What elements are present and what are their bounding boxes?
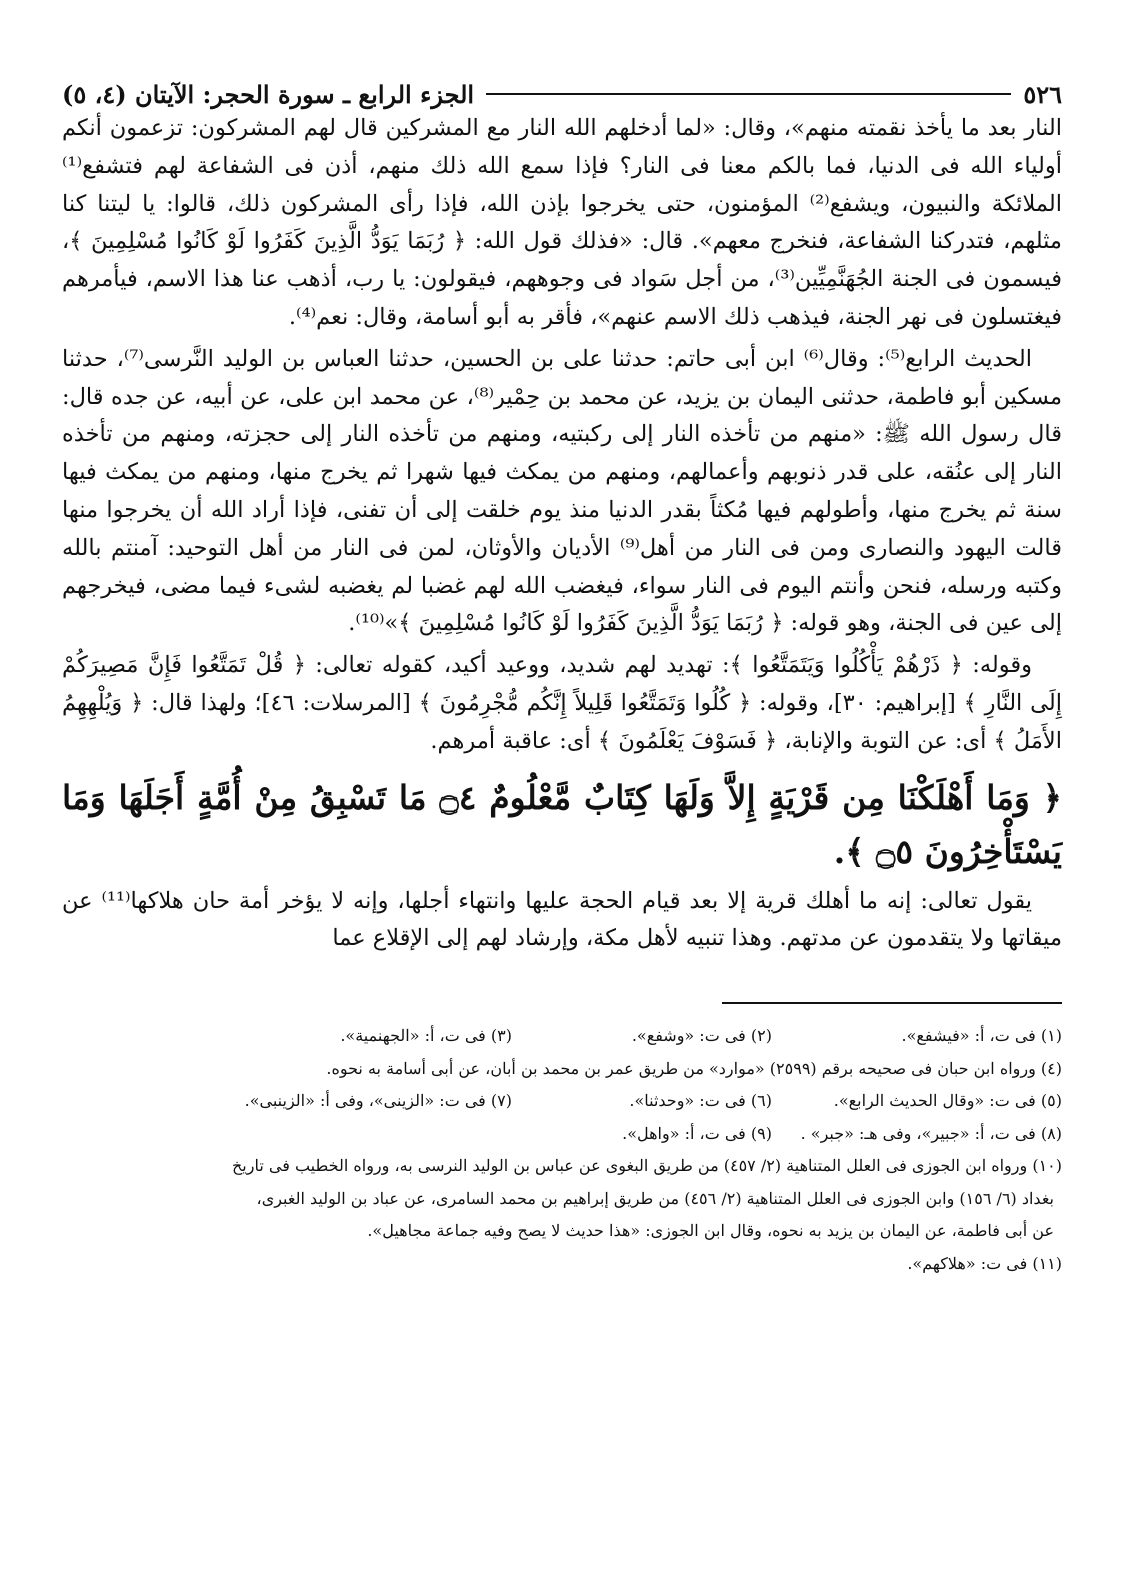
book-page <box>62 78 1062 1280</box>
header-rule <box>486 93 1011 95</box>
footnote-11: (١١) فى ت: «هلاكهم». <box>907 1253 1062 1273</box>
footnote-5: (٥) فى ت: «وقال الحديث الرابع». <box>833 1091 1062 1111</box>
footnote-9: (٩) فى ت، أ: «واهل». <box>622 1123 772 1143</box>
footnote-10-continued: بغداد (٦/ ١٥٦) وابن الجوزى فى العلل المتناهية (٢/ ٤٥٦) من طريق إبراهيم بن محمد السامرى، عن عباد بن الوليد الغبرى، <box>256 1188 1054 1208</box>
header-title: الجزء الرابع ـ سورة الحجر: الآيتان (٤، ٥) <box>62 79 475 109</box>
footnote-4: (٤) ورواه ابن حبان فى صحيحه برقم (٢٥٩٩) «موارد» من طريق عمر بن محمد بن أبان، عن أبى أسامة به نحوه. <box>326 1058 1062 1078</box>
footnote-10: (١٠) ورواه ابن الجوزى فى العلل المتناهية (٢/ ٤٥٧) من طريق البغوى عن عباس بن الوليد النرسى به، ورواه الخطيب فى تاريخ <box>231 1156 1062 1176</box>
paragraph-commentary-verse4-5: يقول تعالى: إنه ما أهلك قرية إلا بعد قيام الحجة عليها وانتهاء أجلها، وإنه لا يؤخر أمة حان هلاكها⁽¹¹⁾ عن ميقاتها ولا يتقدمون عن مدتهم. وهذا تنبيه لأهل مكة، وإرشاد لهم إلى الإقلاع عما <box>62 887 1062 952</box>
quran-verse-4-5: ﴿ وَمَا أَهْلَكْنَا مِن قَرْيَةٍ إِلاَّ وَلَهَا كِتَابٌ مَّعْلُومٌ ۝٤ مَا تَسْبِقُ مِنْ أُمَّةٍ أَجَلَهَا وَمَا يَسْتَأْخِرُونَ ۝٥ ﴾. <box>62 777 1062 871</box>
footnote-3: (٣) فى ت، أ: «الجهنمية». <box>340 1026 512 1046</box>
running-header <box>62 78 1062 110</box>
footnote-row <box>62 1118 1062 1151</box>
footnote-row <box>62 1020 1062 1053</box>
footnote-2: (٢) فى ت: «وشفع». <box>631 1026 772 1046</box>
paragraph-hadith-continuation: النار بعد ما يأخذ نقمته منهم»، وقال: «لما أدخلهم الله النار مع المشركين قال لهم المشركون: تزعمون أنكم أولياء الله فى الدنيا، فما بالكم معنا فى النار؟ فإذا سمع الله ذلك منهم، أذن فى الشفاعة لهم فتشفع⁽¹⁾ الملائكة والنبيون، ويشفع⁽²⁾ المؤمنون، حتى يخرجوا بإذن الله، فإذا رأى المشركون ذلك، قالوا: يا ليتنا كنا مثلهم، فتدركنا الشفاعة، فنخرج معهم». قال: «فذلك قول الله: ﴿ رُبَمَا يَوَدُّ الَّذِينَ كَفَرُوا لَوْ كَانُوا مُسْلِمِينَ ﴾، فيسمون فى الجنة الجُهَنَّمِيِّين⁽³⁾، من أجل سَواد فى وجوههم، فيقولون: يا رب، أذهب عنا هذا الاسم، فيأمرهم فيغتسلون فى نهر الجنة، فيذهب ذلك الاسم عنهم»، فأقر به أبو أسامة، وقال: نعم⁽⁴⁾. <box>62 115 1062 330</box>
footnote-row <box>62 1085 1062 1118</box>
footnote-7: (٧) فى ت: «الزينى»، وفى أ: «الزينبى». <box>244 1091 512 1111</box>
paragraph-commentary-verse3: وقوله: ﴿ ذَرْهُمْ يَأْكُلُوا وَيَتَمَتَّعُوا ﴾: تهديد لهم شديد، ووعيد أكيد، كقوله تعالى: ﴿ قُلْ تَمَتَّعُوا فَإِنَّ مَصِيرَكُمْ إِلَى النَّارِ ﴾ [إبراهيم: ٣٠]، وقوله: ﴿ كُلُوا وَتَمَتَّعُوا قَلِيلاً إِنَّكُم مُّجْرِمُونَ ﴾ [المرسلات: ٤٦]؛ ولهذا قال: ﴿ وَيُلْهِهِمُ الأَمَلُ ﴾ أى: عن التوبة والإنابة، ﴿ فَسَوْفَ يَعْلَمُونَ ﴾ أى: عاقبة أمرهم. <box>62 652 1062 754</box>
footnotes <box>62 1020 1062 1280</box>
footnote-1: (١) فى ت، أ: «فيشفع». <box>901 1026 1062 1046</box>
footnote-separator <box>722 1002 1062 1004</box>
page-number: ٥٢٦ <box>1023 79 1062 109</box>
footnote-10-continued: عن أبى فاطمة، عن اليمان بن يزيد به نحوه، وقال ابن الجوزى: «هذا حديث لا يصح وفيه جماعة مجاهيل». <box>367 1221 1054 1241</box>
footnote-6: (٦) فى ت: «وحدثنا». <box>629 1091 772 1111</box>
paragraph-fourth-hadith: الحديث الرابع⁽⁵⁾: وقال⁽⁶⁾ ابن أبى حاتم: حدثنا على بن الحسين، حدثنا العباس بن الوليد النَّرسى⁽⁷⁾، حدثنا مسكين أبو فاطمة، حدثنى اليمان بن يزيد، عن محمد بن حِمْير⁽⁸⁾، عن محمد ابن على، عن أبيه، عن جده قال: قال رسول الله ﷺ: «منهم من تأخذه النار إلى ركبتيه، ومنهم من تأخذه النار إلى حجزته، ومنهم من تأخذه النار إلى عنُقه، على قدر ذنوبهم وأعمالهم، ومنهم من يمكث فيها شهرا ثم يخرج منها، ومنهم من يمكث فيها سنة ثم يخرج منها، وأطولهم فيها مُكثاً بقدر الدنيا منذ يوم خلقت إلى أن تفنى، فإذا أراد الله أن يخرجوا منها قالت اليهود والنصارى ومن فى النار من أهل⁽⁹⁾ الأديان والأوثان، لمن فى النار من أهل التوحيد: آمنتم بالله وكتبه ورسله، فنحن وأنتم اليوم فى النار سواء، فيغضب الله لهم غضبا لم يغضبه لشىء فيما مضى، فيخرجهم إلى عين فى الجنة، وهو قوله: ﴿ رُبَمَا يَوَدُّ الَّذِينَ كَفَرُوا لَوْ كَانُوا مُسْلِمِينَ ﴾»⁽¹⁰⁾. <box>62 345 1062 637</box>
footnote-8: (٨) فى ت، أ: «جبير»، وفى هـ: «جبر» . <box>800 1123 1062 1143</box>
